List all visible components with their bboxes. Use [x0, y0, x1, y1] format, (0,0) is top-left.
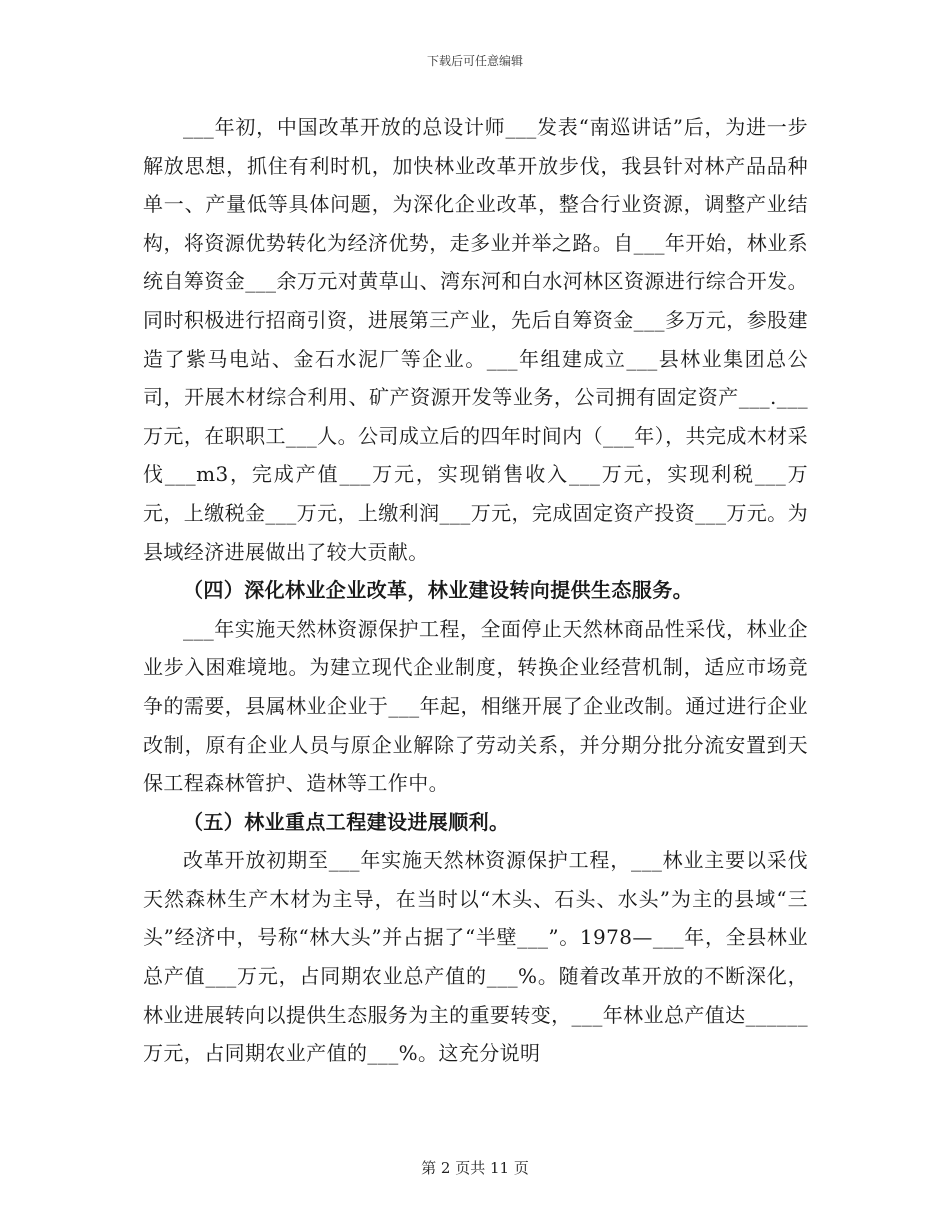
section-heading-4: （四）深化林业企业改革，林业建设转向提供生态服务。 — [183, 578, 693, 603]
paragraph-reform-opening: ___年初，中国改革开放的总设计师___发表“南巡讲话”后，为进一步解放思想，抓住有利时机，加快林业改革开放步伐，我县针对林产品品种单一、产量低等具体问题，为深化企业改革，整合行业资源，调整产业结构，将资源优势转化为经济优势，走多业并举之路。自___年开始，林业系统自筹资金___余万元对黄草山、湾东河和白水河林区资源进行综合开发。同时积极进行招商引资，进展第三产业，先后自筹资金___多万元，参股建造了紫马电站、金石水泥厂等企业。___年组建成立___县林业集团总公司，开展木材综合利用、矿产资源开发等业务，公司拥有固定资产___.___万元，在职职工___人。公司成立后的四年时间内（___年），共完成木材采伐___m3，完成产值___万元，实现销售收入___万元，实现利税___万元，上缴税金___万元，上缴利润___万元，完成固定资产投资___万元。为县域经济进展做出了较大贡献。 — [143, 115, 808, 564]
section-heading-5: （五）林业重点工程建设进展顺利。 — [183, 809, 510, 834]
page-header: 下载后可任意编辑 — [426, 54, 523, 68]
paragraph-enterprise-reform: ___年实施天然林资源保护工程，全面停止天然林商品性采伐，林业企业步入困难境地。为建立现代企业制度，转换企业经营机制，适应市场竞争的需要，县属林业企业于___年起，相继开展了企业改制。通过进行企业改制，原有企业人员与原企业解除了劳动关系，并分期分批分流安置到天保工程森林管护、造林等工作中。 — [143, 616, 808, 796]
document-body — [143, 108, 808, 1073]
page-number-footer: 第 2 页共 11 页 — [421, 1159, 529, 1177]
paragraph-key-projects: 改革开放初期至___年实施天然林资源保护工程，___林业主要以采伐天然森林生产木材为主导，在当时以“木头、石头、水头”为主的县域“三头”经济中，号称“林大头”并占据了“半壁___”。1978—___年，全县林业总产值___万元，占同期农业总产值的___%。随着改革开放的不断深化，林业进展转向以提供生态服务为主的重要转变，___年林业总产值达______万元，占同期农业产值的___%。这充分说明 — [143, 848, 808, 1066]
